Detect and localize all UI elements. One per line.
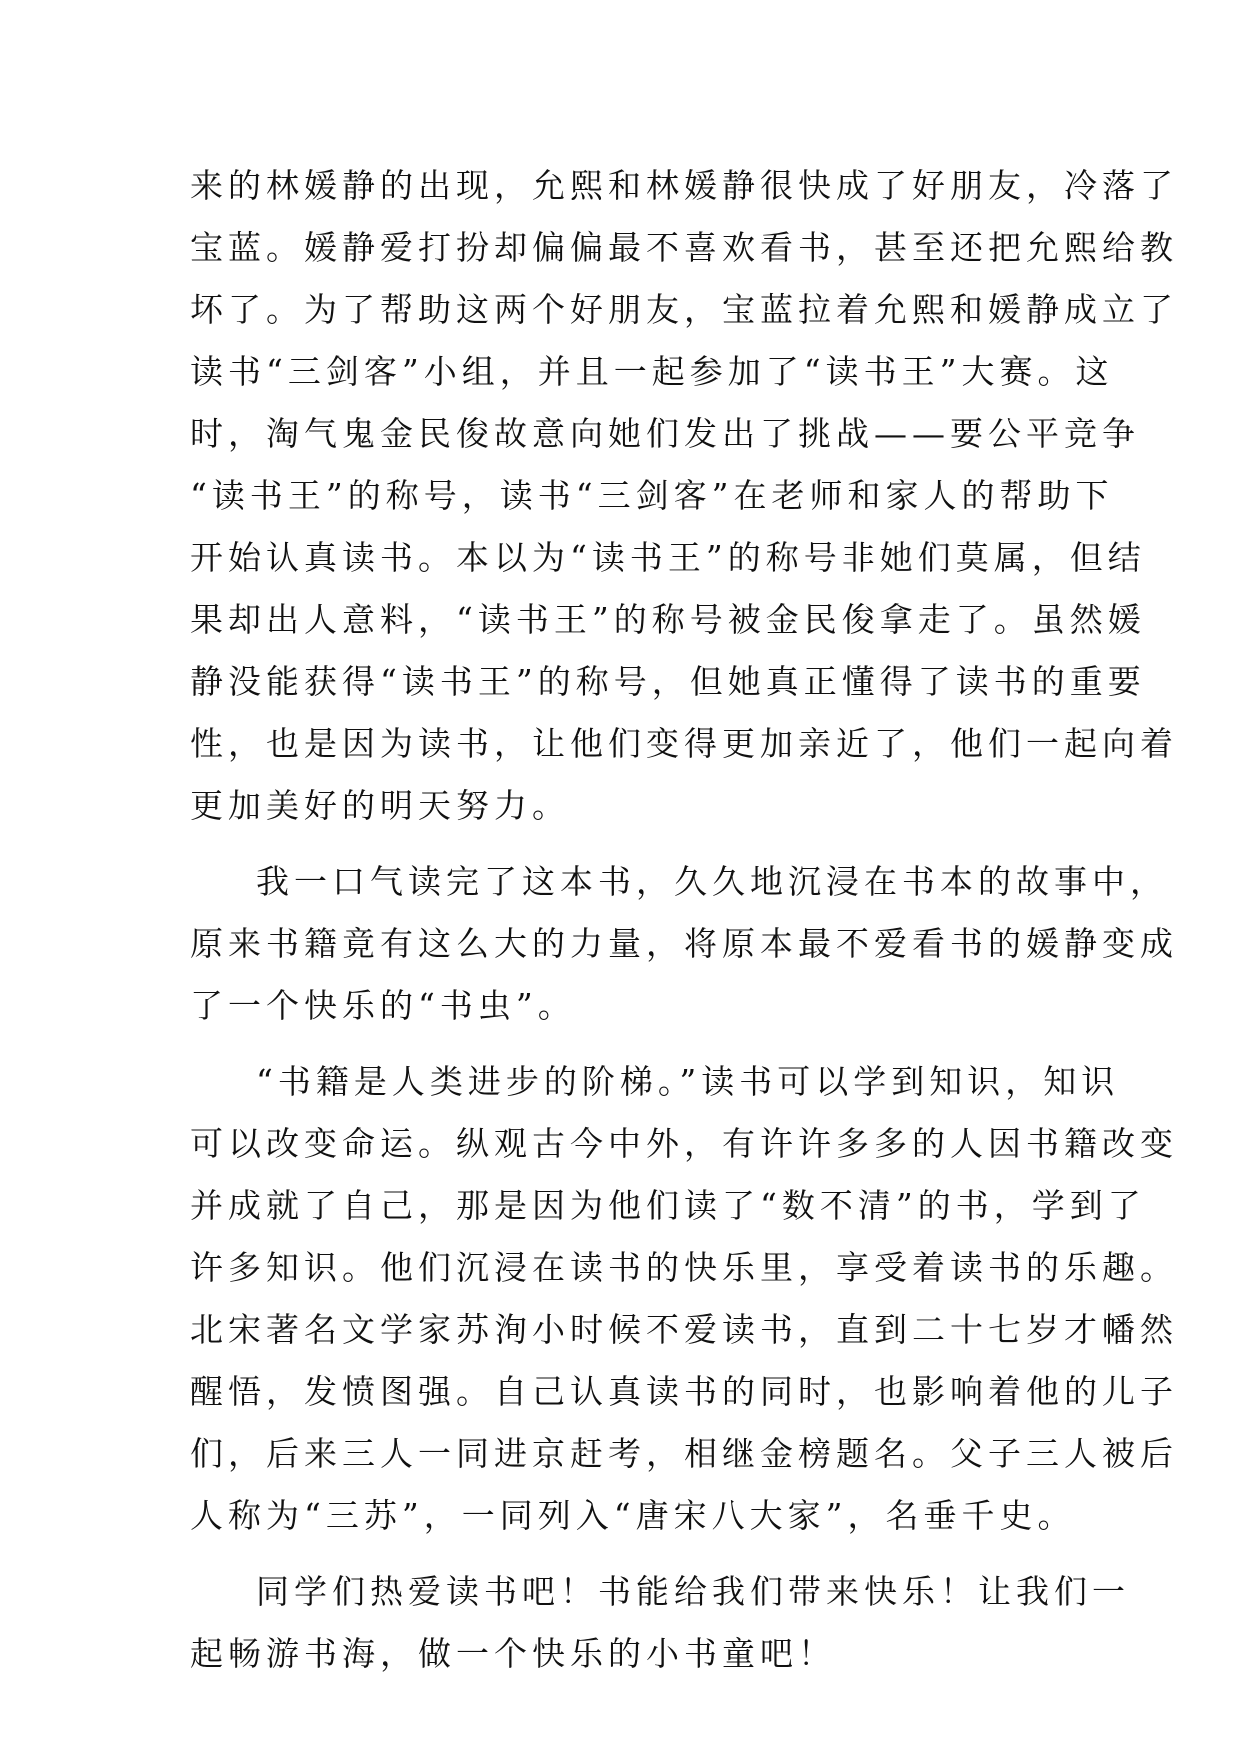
text-line: 我一口气读完了这本书，久久地沉浸在书本的故事中， (256, 862, 1168, 901)
document-body (190, 155, 1178, 1685)
paragraph-3 (190, 1051, 1178, 1547)
paragraph-4 (190, 1561, 1130, 1685)
text-line: 静没能获得“读书王”的称号，但她真正懂得了读书的重要 (190, 662, 1146, 701)
text-line: 坏了。为了帮助这两个好朋友，宝蓝拉着允熙和媛静成立了 (190, 290, 1178, 329)
text-line: “读书王”的称号，读书“三剑客”在老师和家人的帮助下 (190, 476, 1114, 515)
text-line: 并成就了自己，那是因为他们读了“数不清”的书，学到了 (190, 1186, 1146, 1225)
paragraph-2 (190, 851, 1178, 1037)
text-line: 北宋著名文学家苏洵小时候不爱读书，直到二十七岁才幡然 (190, 1310, 1178, 1349)
text-line: 醒悟，发愤图强。自己认真读书的同时，也影响着他的儿子 (190, 1372, 1178, 1411)
text-line: 了一个快乐的“书虫”。 (190, 986, 576, 1025)
text-line: 开始认真读书。本以为“读书王”的称号非她们莫属，但结 (190, 538, 1146, 577)
text-line: 来的林媛静的出现，允熙和林媛静很快成了好朋友，冷落了 (190, 166, 1178, 205)
text-line: 更加美好的明天努力。 (190, 786, 570, 825)
text-line: 时，淘气鬼金民俊故意向她们发出了挑战——要公平竞争 (190, 414, 1140, 453)
text-line: “书籍是人类进步的阶梯。”读书可以学到知识，知识 (256, 1062, 1120, 1101)
text-line: 们，后来三人一同进京赶考，相继金榜题名。父子三人被后 (190, 1434, 1178, 1473)
text-line: 性，也是因为读书，让他们变得更加亲近了，他们一起向着 (190, 724, 1178, 763)
paragraph-1 (190, 155, 1178, 837)
text-line: 许多知识。他们沉浸在读书的快乐里，享受着读书的乐趣。 (190, 1248, 1178, 1287)
text-line: 宝蓝。媛静爱打扮却偏偏最不喜欢看书，甚至还把允熙给教 (190, 228, 1178, 267)
text-line: 可以改变命运。纵观古今中外，有许许多多的人因书籍改变 (190, 1124, 1178, 1163)
text-line: 读书“三剑客”小组，并且一起参加了“读书王”大赛。这 (190, 352, 1114, 391)
text-line: 原来书籍竟有这么大的力量，将原本最不爱看书的媛静变成 (190, 924, 1178, 963)
text-line: 果却出人意料，“读书王”的称号被金民俊拿走了。虽然媛 (190, 600, 1146, 639)
text-line: 起畅游书海，做一个快乐的小书童吧！ (190, 1634, 836, 1673)
text-line: 人称为“三苏”，一同列入“唐宋八大家”，名垂千史。 (190, 1496, 1076, 1535)
text-line: 同学们热爱读书吧！书能给我们带来快乐！让我们一 (256, 1572, 1130, 1611)
